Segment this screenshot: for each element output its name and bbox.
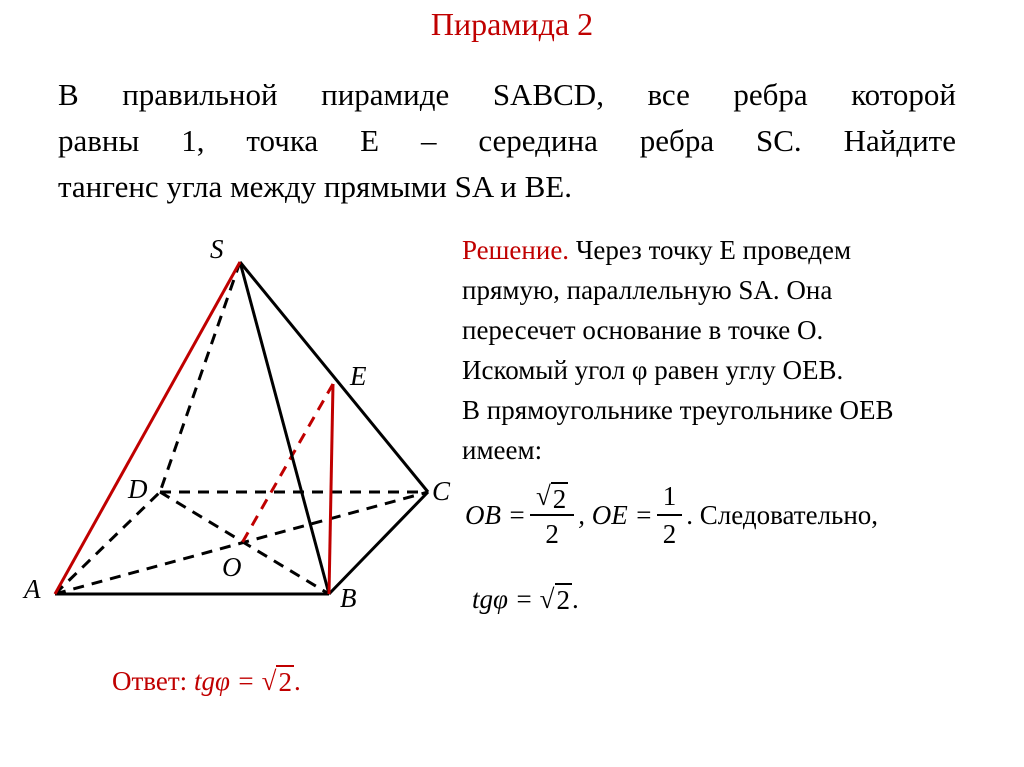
phi-symbol: φ <box>631 355 648 385</box>
solution-text <box>462 230 1002 470</box>
page-title: Пирамида 2 <box>430 6 594 42</box>
problem-statement <box>58 72 956 210</box>
solution-line-3: пересечет основание в точке O. <box>462 315 824 345</box>
sqrt-sign-icon: √ <box>261 666 277 696</box>
solution-line-2: прямую, параллельную SA. Она <box>462 275 833 305</box>
label-d: D <box>128 474 148 504</box>
ob-lhs: OB = <box>465 499 526 530</box>
problem-line-3: тангенс угла между прямыми SA и BE. <box>58 169 572 204</box>
sqrt-sign-icon: √ <box>539 584 555 614</box>
oe-fraction: $\frac{1}{2}$ <box>657 478 683 552</box>
edge-ad <box>55 492 160 594</box>
edge-sc <box>240 262 428 492</box>
solution-line-4: Искомый угол φ равен углу OEB. <box>462 355 844 385</box>
label-a: A <box>24 574 41 604</box>
pyramid-diagram <box>0 220 460 620</box>
segment-eb <box>329 384 333 594</box>
segment-eo <box>242 384 333 543</box>
label-s: S <box>210 234 224 264</box>
answer-label: Ответ: <box>112 666 188 696</box>
label-c: C <box>432 476 451 506</box>
problem-line-1: В правильной пирамиде SABCD, все ребра которой <box>58 77 956 112</box>
edge-bc <box>329 492 428 594</box>
solution-line-1: Решение. Через точку E проведем <box>462 235 852 265</box>
answer: Ответ: tgφ = √ 2 . <box>112 666 301 697</box>
label-e: E <box>350 361 367 391</box>
problem-line-2: равны 1, точка E – середина ребра SC. Найдите <box>58 123 956 158</box>
label-b: B <box>340 583 357 613</box>
ob-fraction: √ 2 2 <box>530 478 574 552</box>
edge-sb <box>240 262 329 594</box>
sqrt-sign-icon: √ <box>535 481 551 511</box>
edge-sa <box>55 262 240 594</box>
solution-label: Решение. <box>462 235 570 265</box>
solution-line-5: В прямоугольнике треугольнике OEB <box>462 395 894 425</box>
oe-lhs: , OE = <box>578 499 653 530</box>
solution-line-6: имеем: <box>462 435 543 465</box>
tangent-result: tgφ = √ 2 . <box>472 584 579 615</box>
label-o: O <box>222 552 242 582</box>
edge-sd <box>160 262 240 492</box>
therefore-text: . Следовательно, <box>686 499 879 530</box>
diagonal-ac <box>55 492 428 594</box>
formula-row <box>465 470 878 560</box>
diagonal-bd <box>160 492 329 594</box>
